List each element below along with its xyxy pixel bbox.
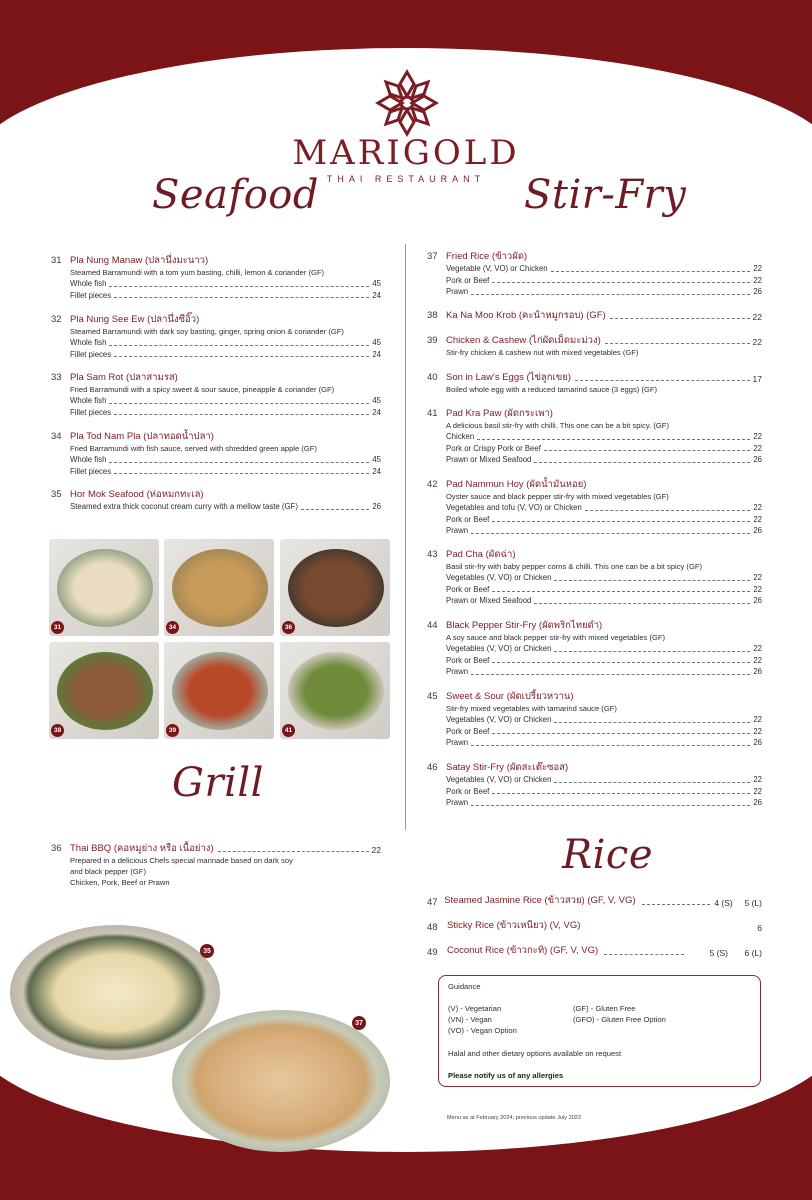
price-row-label: Pork or Beef — [446, 584, 490, 594]
price-row-label: Vegetables (V, VO) or Chicken — [446, 715, 552, 724]
leader-dots — [492, 662, 750, 663]
item-body — [70, 489, 381, 513]
price-row-label: Vegetables (V, VO) or Chicken — [446, 573, 552, 582]
item-body — [70, 255, 381, 301]
leader-dots — [492, 733, 750, 734]
item-number: 33 — [51, 372, 62, 383]
price-row — [446, 714, 762, 726]
price-row — [446, 572, 762, 584]
price-row-label: Steamed extra thick coconut cream curry with a mellow taste (GF) — [70, 502, 298, 511]
leader-dots — [551, 271, 751, 272]
leader-dots — [109, 403, 369, 404]
price-row-label: Pork or Beef — [446, 786, 490, 796]
price-row-value: 26 — [372, 502, 381, 511]
price-row-value: 22 — [753, 573, 762, 582]
section-title-grill: Grill — [172, 760, 264, 806]
item-number: 46 — [427, 762, 438, 773]
item-description: Stir-fry chicken & cashew nut with mixed vegetables (GF) — [446, 348, 639, 357]
photo-badge: 34 — [166, 621, 179, 634]
price-row — [446, 263, 762, 275]
price-row-value: 26 — [753, 738, 762, 747]
price-row — [446, 726, 762, 738]
price-row-label: Whole fish — [70, 338, 107, 347]
price-row-value: 24 — [372, 290, 381, 300]
item-title: Coconut Rice (ข้าวกะทิ) (GF, V, VG) — [447, 945, 599, 956]
price-row-label: Prawn — [446, 526, 469, 535]
food-photo-31 — [49, 539, 159, 636]
price-row-label: Fillet pieces — [70, 407, 112, 417]
price-row — [70, 501, 381, 513]
item-title: Fried Rice (ข้าวผัด) — [446, 251, 528, 262]
price-row — [446, 666, 762, 678]
price-row-value: 26 — [753, 455, 762, 464]
price-row-value: 22 — [753, 644, 762, 653]
price-row — [446, 443, 762, 455]
photo-badge: 37 — [352, 1016, 366, 1030]
price-row-label: Whole fish — [70, 396, 107, 405]
price-row-label: Pork or Beef — [446, 726, 490, 736]
item-body — [446, 549, 762, 607]
section-title-stirfry: Stir-Fry — [524, 172, 687, 218]
item-title: Son in Law's Eggs (ไข่ลูกเขย) — [446, 372, 571, 383]
item-body — [70, 314, 381, 360]
price-row — [70, 454, 381, 466]
price-row-value: 22 — [753, 775, 762, 784]
section-title-rice: Rice — [562, 832, 653, 878]
item-description: and black pepper (GF) — [70, 867, 146, 876]
item-number: 37 — [427, 251, 438, 262]
item-body — [446, 762, 762, 809]
rice-item-48 — [427, 919, 762, 933]
price-row — [70, 337, 381, 349]
price-row — [446, 786, 762, 798]
item-number: 44 — [427, 620, 438, 631]
price-row-value: 22 — [753, 786, 762, 796]
price-row — [446, 454, 762, 466]
leader-dots — [610, 318, 750, 319]
price-row — [70, 349, 381, 361]
item-title: Thai BBQ (คอหมูย่าง หรือ เนื้อย่าง) — [70, 843, 214, 854]
rice-item-49 — [427, 944, 762, 958]
item-title: Chicken & Cashew (ไก่ผัดเม็ดมะม่วง) — [446, 335, 601, 346]
price-row-value: 45 — [372, 279, 381, 288]
item-description: Fried Barramundi with fish sauce, served with shredded green apple (GF) — [70, 444, 317, 453]
item-title: Black Pepper Stir-Fry (ผัดพริกไทยดำ) — [446, 620, 603, 631]
item-number: 32 — [51, 314, 62, 325]
guidance-vegan: (VN) - Vegan — [448, 1015, 492, 1024]
price-row-label: Prawn or Mixed Seafood — [446, 455, 532, 464]
guidance-gluten-free: (GF) - Gluten Free — [573, 1004, 636, 1013]
item-number: 34 — [51, 431, 62, 442]
leader-dots — [471, 533, 750, 534]
leader-dots — [534, 603, 750, 604]
price-row-label: Pork or Crispy Pork or Beef — [446, 443, 541, 453]
price-row — [446, 797, 762, 809]
item-description: Steamed Barramundi with a tom yum basting, chilli, lemon & coriander (GF) — [70, 268, 325, 277]
leader-dots — [554, 722, 750, 723]
leader-dots — [114, 414, 369, 415]
price-row-label: Fillet pieces — [70, 466, 112, 476]
item-title: Sweet & Sour (ผัดเปรี้ยวหวาน) — [446, 691, 574, 702]
price-row-value: 45 — [372, 338, 381, 347]
item-price: 22 — [371, 845, 381, 855]
item-number: 39 — [427, 335, 438, 346]
price-row-value: 22 — [753, 432, 762, 441]
item-title: Pla Nung See Ew (ปลานึ่งซีอิ๊ว) — [70, 314, 200, 325]
item-description: Prepared in a delicious Chefs special marinade based on dark soy — [70, 856, 293, 865]
plate-image — [172, 549, 268, 627]
photo-badge: 41 — [282, 724, 295, 737]
item-description: Oyster sauce and black pepper stir-fry with mixed vegetables (GF) — [446, 492, 669, 501]
price-row-value: 26 — [753, 596, 762, 605]
item-number: 36 — [51, 843, 62, 854]
food-photo-37 — [172, 1010, 390, 1152]
price-row — [70, 290, 381, 302]
leader-dots — [109, 286, 369, 287]
menu-footnote: Menu as at February 2024, previous update July 2022 — [447, 1115, 582, 1121]
photo-badge: 35 — [200, 944, 214, 958]
leader-dots — [544, 450, 750, 451]
price-row-label: Prawn — [446, 287, 469, 296]
item-price-small: 5 (S) — [709, 948, 728, 958]
price-row-label: Pork or Beef — [446, 655, 490, 665]
item-body — [446, 479, 762, 537]
item-body — [446, 251, 762, 298]
price-row — [446, 774, 762, 786]
price-row-label: Pork or Beef — [446, 275, 490, 285]
price-row-label: Prawn — [446, 667, 469, 676]
item-title: Satay Stir-Fry (ผัดสะเต๊ะซอส) — [446, 762, 569, 773]
item-price-large: 5 (L) — [744, 898, 762, 908]
item-body — [446, 691, 762, 749]
food-photo-34 — [164, 539, 274, 636]
item-title: Pad Nammun Hoy (ผัดน้ำมันหอย) — [446, 479, 587, 490]
leader-dots — [471, 294, 750, 295]
price-row-value: 24 — [372, 349, 381, 359]
item-price-large: 6 (L) — [744, 948, 762, 958]
item-description: Steamed Barramundi with dark soy basting, ginger, spring onion & coriander (GF) — [70, 327, 344, 336]
item-description: A delicious basil stir-fry with chilli. This one can be a bit spicy. (GF) — [446, 421, 669, 430]
item-body — [446, 620, 762, 678]
price-row — [446, 655, 762, 667]
leader-dots — [554, 651, 750, 652]
price-row-label: Whole fish — [70, 455, 107, 464]
price-row-value: 45 — [372, 455, 381, 464]
item-body — [70, 431, 381, 477]
price-row — [446, 595, 762, 607]
price-row — [446, 275, 762, 287]
leader-dots — [585, 510, 751, 511]
price-row — [446, 502, 762, 514]
price-row-value: 26 — [753, 526, 762, 535]
price-row-value: 22 — [753, 715, 762, 724]
food-photo-41 — [280, 642, 390, 739]
photo-badge: 39 — [166, 724, 179, 737]
leader-dots — [604, 954, 684, 955]
column-divider — [405, 244, 406, 830]
plate-image — [288, 652, 384, 730]
item-title-row — [446, 372, 762, 384]
item-title: Pad Kra Paw (ผัดกระเพา) — [446, 408, 553, 419]
brand-name: MARIGOLD — [292, 133, 520, 173]
section-title-seafood: Seafood — [152, 172, 319, 218]
menu-item-36 — [51, 843, 381, 891]
price-row-label: Vegetables and tofu (V, VO) or Chicken — [446, 503, 582, 512]
guidance-vegetarian: (V) - Vegetarian — [448, 1004, 502, 1013]
item-body — [446, 372, 762, 395]
photo-badge: 36 — [282, 621, 295, 634]
price-row — [70, 278, 381, 290]
plate-image — [172, 652, 268, 730]
price-row-value: 22 — [753, 264, 762, 273]
leader-dots — [492, 282, 750, 283]
item-body — [70, 372, 381, 418]
price-row-value: 22 — [753, 584, 762, 594]
price-row-label: Prawn — [446, 798, 469, 807]
item-title: Sticky Rice (ข้าวเหนียว) (V, VG) — [447, 920, 581, 931]
price-row-value: 24 — [372, 407, 381, 417]
food-photo-35 — [10, 925, 220, 1060]
price-row-value: 45 — [372, 396, 381, 405]
item-number: 43 — [427, 549, 438, 560]
price-row-label: Prawn or Mixed Seafood — [446, 596, 532, 605]
price-row — [70, 407, 381, 419]
item-number: 45 — [427, 691, 438, 702]
price-row — [446, 286, 762, 298]
food-photo-36 — [280, 539, 390, 636]
leader-dots — [471, 674, 750, 675]
price-row-value: 24 — [372, 466, 381, 476]
item-description: Stir-fry mixed vegetables with tamarind sauce (GF) — [446, 704, 617, 713]
item-title: Pla Tod Nam Pla (ปลาทอดน้ำปลา) — [70, 431, 214, 442]
photo-badge: 38 — [51, 724, 64, 737]
item-title: Pla Nung Manaw (ปลานึ่งมะนาว) — [70, 255, 209, 266]
price-row-value: 22 — [753, 655, 762, 665]
leader-dots — [114, 356, 369, 357]
leader-dots — [109, 462, 369, 463]
price-row-label: Vegetables (V, VO) or Chicken — [446, 644, 552, 653]
leader-dots — [114, 297, 369, 298]
item-description: Boiled whole egg with a reduced tamarind sauce (3 eggs) (GF) — [446, 385, 658, 394]
item-body — [446, 310, 762, 322]
price-row-value: 26 — [753, 287, 762, 296]
price-row-value: 26 — [753, 798, 762, 807]
guidance-allergy: Please notify us of any allergies — [448, 1071, 564, 1080]
item-number: 49 — [427, 947, 438, 958]
leader-dots — [575, 380, 750, 381]
item-price: 22 — [752, 337, 762, 347]
item-title-row — [446, 335, 762, 347]
item-price-small: 4 (S) — [714, 898, 733, 908]
price-row-label: Pork or Beef — [446, 514, 490, 524]
plate-image — [57, 652, 153, 730]
item-description: Basil stir-fry with baby pepper corns & chilli. This one can be a bit spicy (GF) — [446, 562, 703, 571]
rice-item-47 — [427, 894, 762, 908]
guidance-heading: Guidance — [448, 982, 481, 991]
brand-subtitle: THAI RESTAURANT — [326, 174, 486, 184]
item-description: Chicken, Pork, Beef or Prawn — [70, 878, 170, 887]
price-row-value: 22 — [753, 275, 762, 285]
leader-dots — [492, 591, 750, 592]
guidance-box — [438, 975, 761, 1087]
leader-dots — [114, 473, 369, 474]
item-number: 48 — [427, 922, 438, 933]
item-title: Hor Mok Seafood (ห่อหมกทะเล) — [70, 489, 204, 500]
leader-dots — [471, 745, 750, 746]
item-description: A soy sauce and black pepper stir-fry with mixed vegetables (GF) — [446, 633, 666, 642]
photo-badge: 31 — [51, 621, 64, 634]
item-title: Pad Cha (ผัดฉ่า) — [446, 549, 516, 560]
price-row-label: Fillet pieces — [70, 349, 112, 359]
leader-dots — [301, 509, 369, 510]
leader-dots — [109, 345, 369, 346]
item-title: Pla Sam Rot (ปลาสามรส) — [70, 372, 178, 383]
item-body — [446, 335, 762, 358]
item-body — [446, 408, 762, 466]
price-row — [446, 584, 762, 596]
item-price-large: 6 — [757, 923, 762, 933]
item-title: Ka Na Moo Krob (คะน้าหมูกรอบ) (GF) — [446, 310, 606, 321]
price-row — [446, 525, 762, 537]
price-row-label: Chicken — [446, 432, 475, 441]
item-price: 22 — [752, 312, 762, 322]
guidance-halal: Halal and other dietary options available on request — [448, 1049, 622, 1058]
price-row-label: Vegetable (V, VO) or Chicken — [446, 264, 548, 273]
item-number: 47 — [427, 897, 438, 908]
price-row-value: 22 — [753, 443, 762, 453]
item-title-row — [446, 310, 762, 322]
item-number: 38 — [427, 310, 438, 321]
leader-dots — [642, 904, 711, 905]
price-row — [70, 395, 381, 407]
guidance-gluten-free-option: (GFO) - Gluten Free Option — [573, 1015, 666, 1024]
food-photo-39 — [164, 642, 274, 739]
price-row-value: 22 — [753, 503, 762, 512]
food-photo-38 — [49, 642, 159, 739]
price-row — [70, 466, 381, 478]
leader-dots — [605, 343, 750, 344]
item-number: 35 — [51, 489, 62, 500]
item-number: 31 — [51, 255, 62, 266]
item-description: Fried Barramundi with a spicy sweet & sour sauce, pineapple & coriander (GF) — [70, 385, 335, 394]
item-price: 17 — [752, 374, 762, 384]
price-row — [446, 737, 762, 749]
leader-dots — [554, 782, 750, 783]
price-row-label: Whole fish — [70, 279, 107, 288]
price-row-value: 22 — [753, 514, 762, 524]
leader-dots — [554, 580, 750, 581]
leader-dots — [492, 521, 750, 522]
guidance-vegan-option: (VO) - Vegan Option — [448, 1026, 517, 1035]
price-row-label: Vegetables (V, VO) or Chicken — [446, 775, 552, 784]
item-number: 41 — [427, 408, 438, 419]
price-row-value: 26 — [753, 667, 762, 676]
price-row-label: Prawn — [446, 738, 469, 747]
price-row-value: 22 — [753, 726, 762, 736]
leader-dots — [492, 793, 750, 794]
leader-dots — [477, 439, 750, 440]
price-row — [446, 431, 762, 443]
item-title: Steamed Jasmine Rice (ข้าวสวย) (GF, V, VG) — [444, 895, 636, 906]
leader-dots — [471, 805, 750, 806]
plate-image — [288, 549, 384, 627]
item-number: 42 — [427, 479, 438, 490]
price-row — [446, 514, 762, 526]
marigold-flower-icon — [374, 68, 440, 138]
plate-image — [57, 549, 153, 627]
price-row — [446, 643, 762, 655]
price-row-label: Fillet pieces — [70, 290, 112, 300]
item-number: 40 — [427, 372, 438, 383]
leader-dots — [534, 462, 750, 463]
